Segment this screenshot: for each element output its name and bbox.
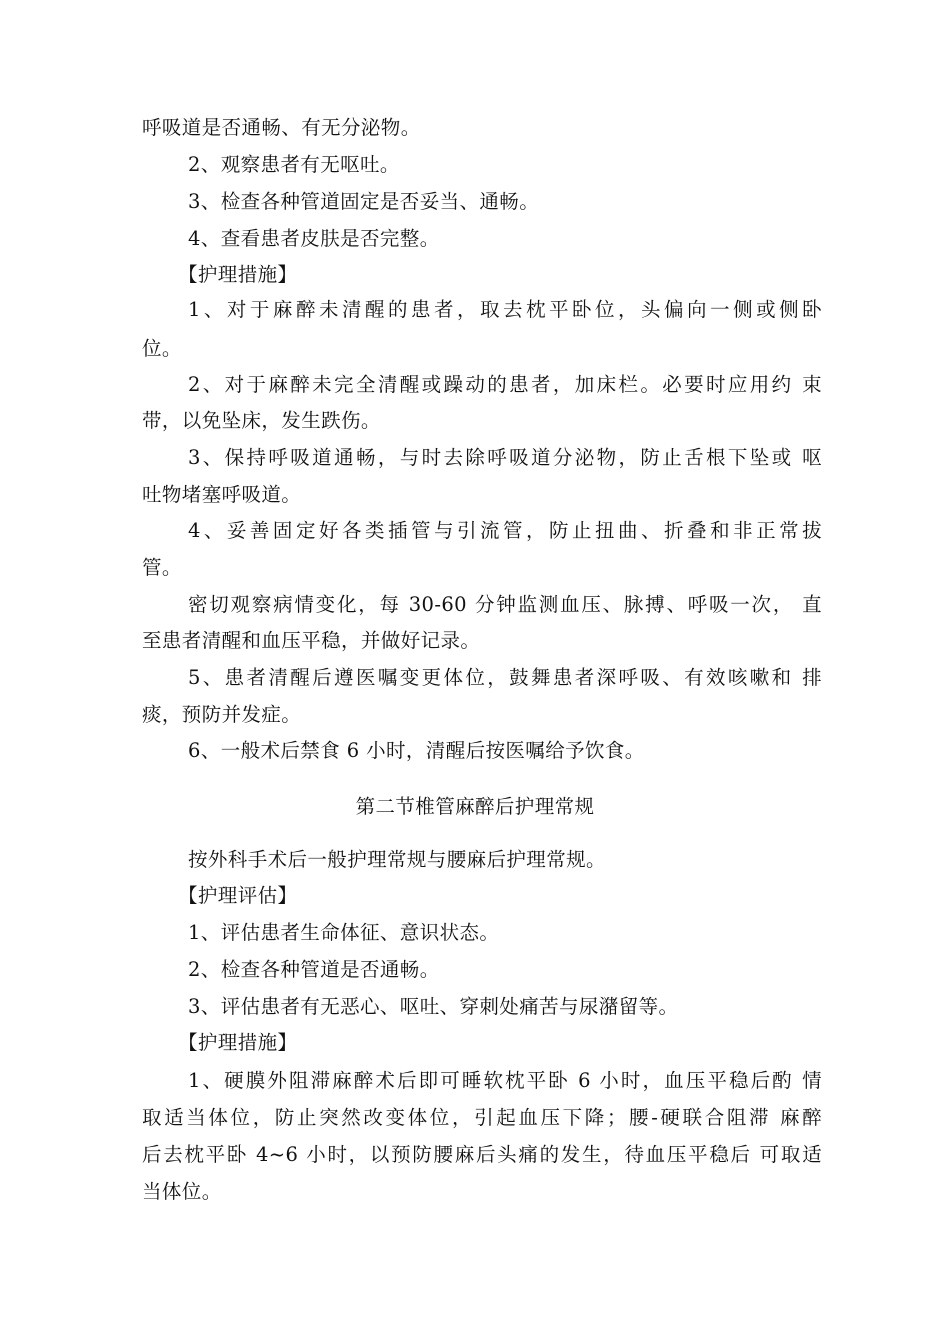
text-line: 管。	[142, 556, 182, 579]
text-line: 痰，预防并发症。	[142, 703, 302, 726]
text-line: 取适当体位，防止突然改变体位，引起血压下降；腰-硬联合阻滞 麻醉	[142, 1106, 822, 1129]
text-line: 位。	[142, 337, 182, 360]
text-line: 后去枕平卧 4~6 小时，以预防腰麻后头痛的发生，待血压平稳后 可取适	[142, 1143, 822, 1166]
section-heading: 【护理措施】	[178, 1031, 298, 1054]
text-line: 密切观察病情变化，每 30-60 分钟监测血压、脉搏、呼吸一次， 直	[188, 593, 822, 616]
text-line: 2、对于麻醉未完全清醒或躁动的患者，加床栏。必要时应用约 束	[188, 373, 822, 396]
text-line: 2、观察患者有无呕吐。	[188, 153, 400, 176]
text-line: 1、评估患者生命体征、意识状态。	[188, 921, 500, 944]
text-line: 3、保持呼吸道通畅，与时去除呼吸道分泌物，防止舌根下坠或 呕	[188, 446, 822, 469]
text-line: 4、妥善固定好各类插管与引流管，防止扭曲、折叠和非正常拔	[188, 519, 822, 542]
text-line: 呼吸道是否通畅、有无分泌物。	[142, 116, 421, 139]
text-line: 带，以免坠床，发生跌伤。	[142, 409, 381, 432]
text-line: 1、硬膜外阻滞麻醉术后即可睡软枕平卧 6 小时，血压平稳后酌 情	[188, 1069, 822, 1092]
chapter-title: 第二节椎管麻醉后护理常规	[355, 795, 595, 818]
text-line: 3、检查各种管道固定是否妥当、通畅。	[188, 190, 540, 213]
text-line: 3、评估患者有无恶心、呕吐、穿刺处痛苦与尿潴留等。	[188, 995, 679, 1018]
text-line: 按外科手术后一般护理常规与腰麻后护理常规。	[188, 848, 606, 871]
text-line: 吐物堵塞呼吸道。	[142, 483, 302, 506]
text-line: 2、检查各种管道是否通畅。	[188, 958, 440, 981]
text-line: 5、患者清醒后遵医嘱变更体位，鼓舞患者深呼吸、有效咳嗽和 排	[188, 666, 822, 689]
text-line: 4、查看患者皮肤是否完整。	[188, 227, 440, 250]
text-line: 当体位。	[142, 1180, 222, 1203]
text-line: 6、一般术后禁食 6 小时，清醒后按医嘱给予饮食。	[188, 739, 645, 762]
section-heading: 【护理措施】	[178, 263, 298, 286]
text-line: 至患者清醒和血压平稳，并做好记录。	[142, 629, 481, 652]
section-heading: 【护理评估】	[178, 884, 298, 907]
text-line: 1、对于麻醉未清醒的患者，取去枕平卧位，头偏向一侧或侧卧	[188, 298, 822, 321]
